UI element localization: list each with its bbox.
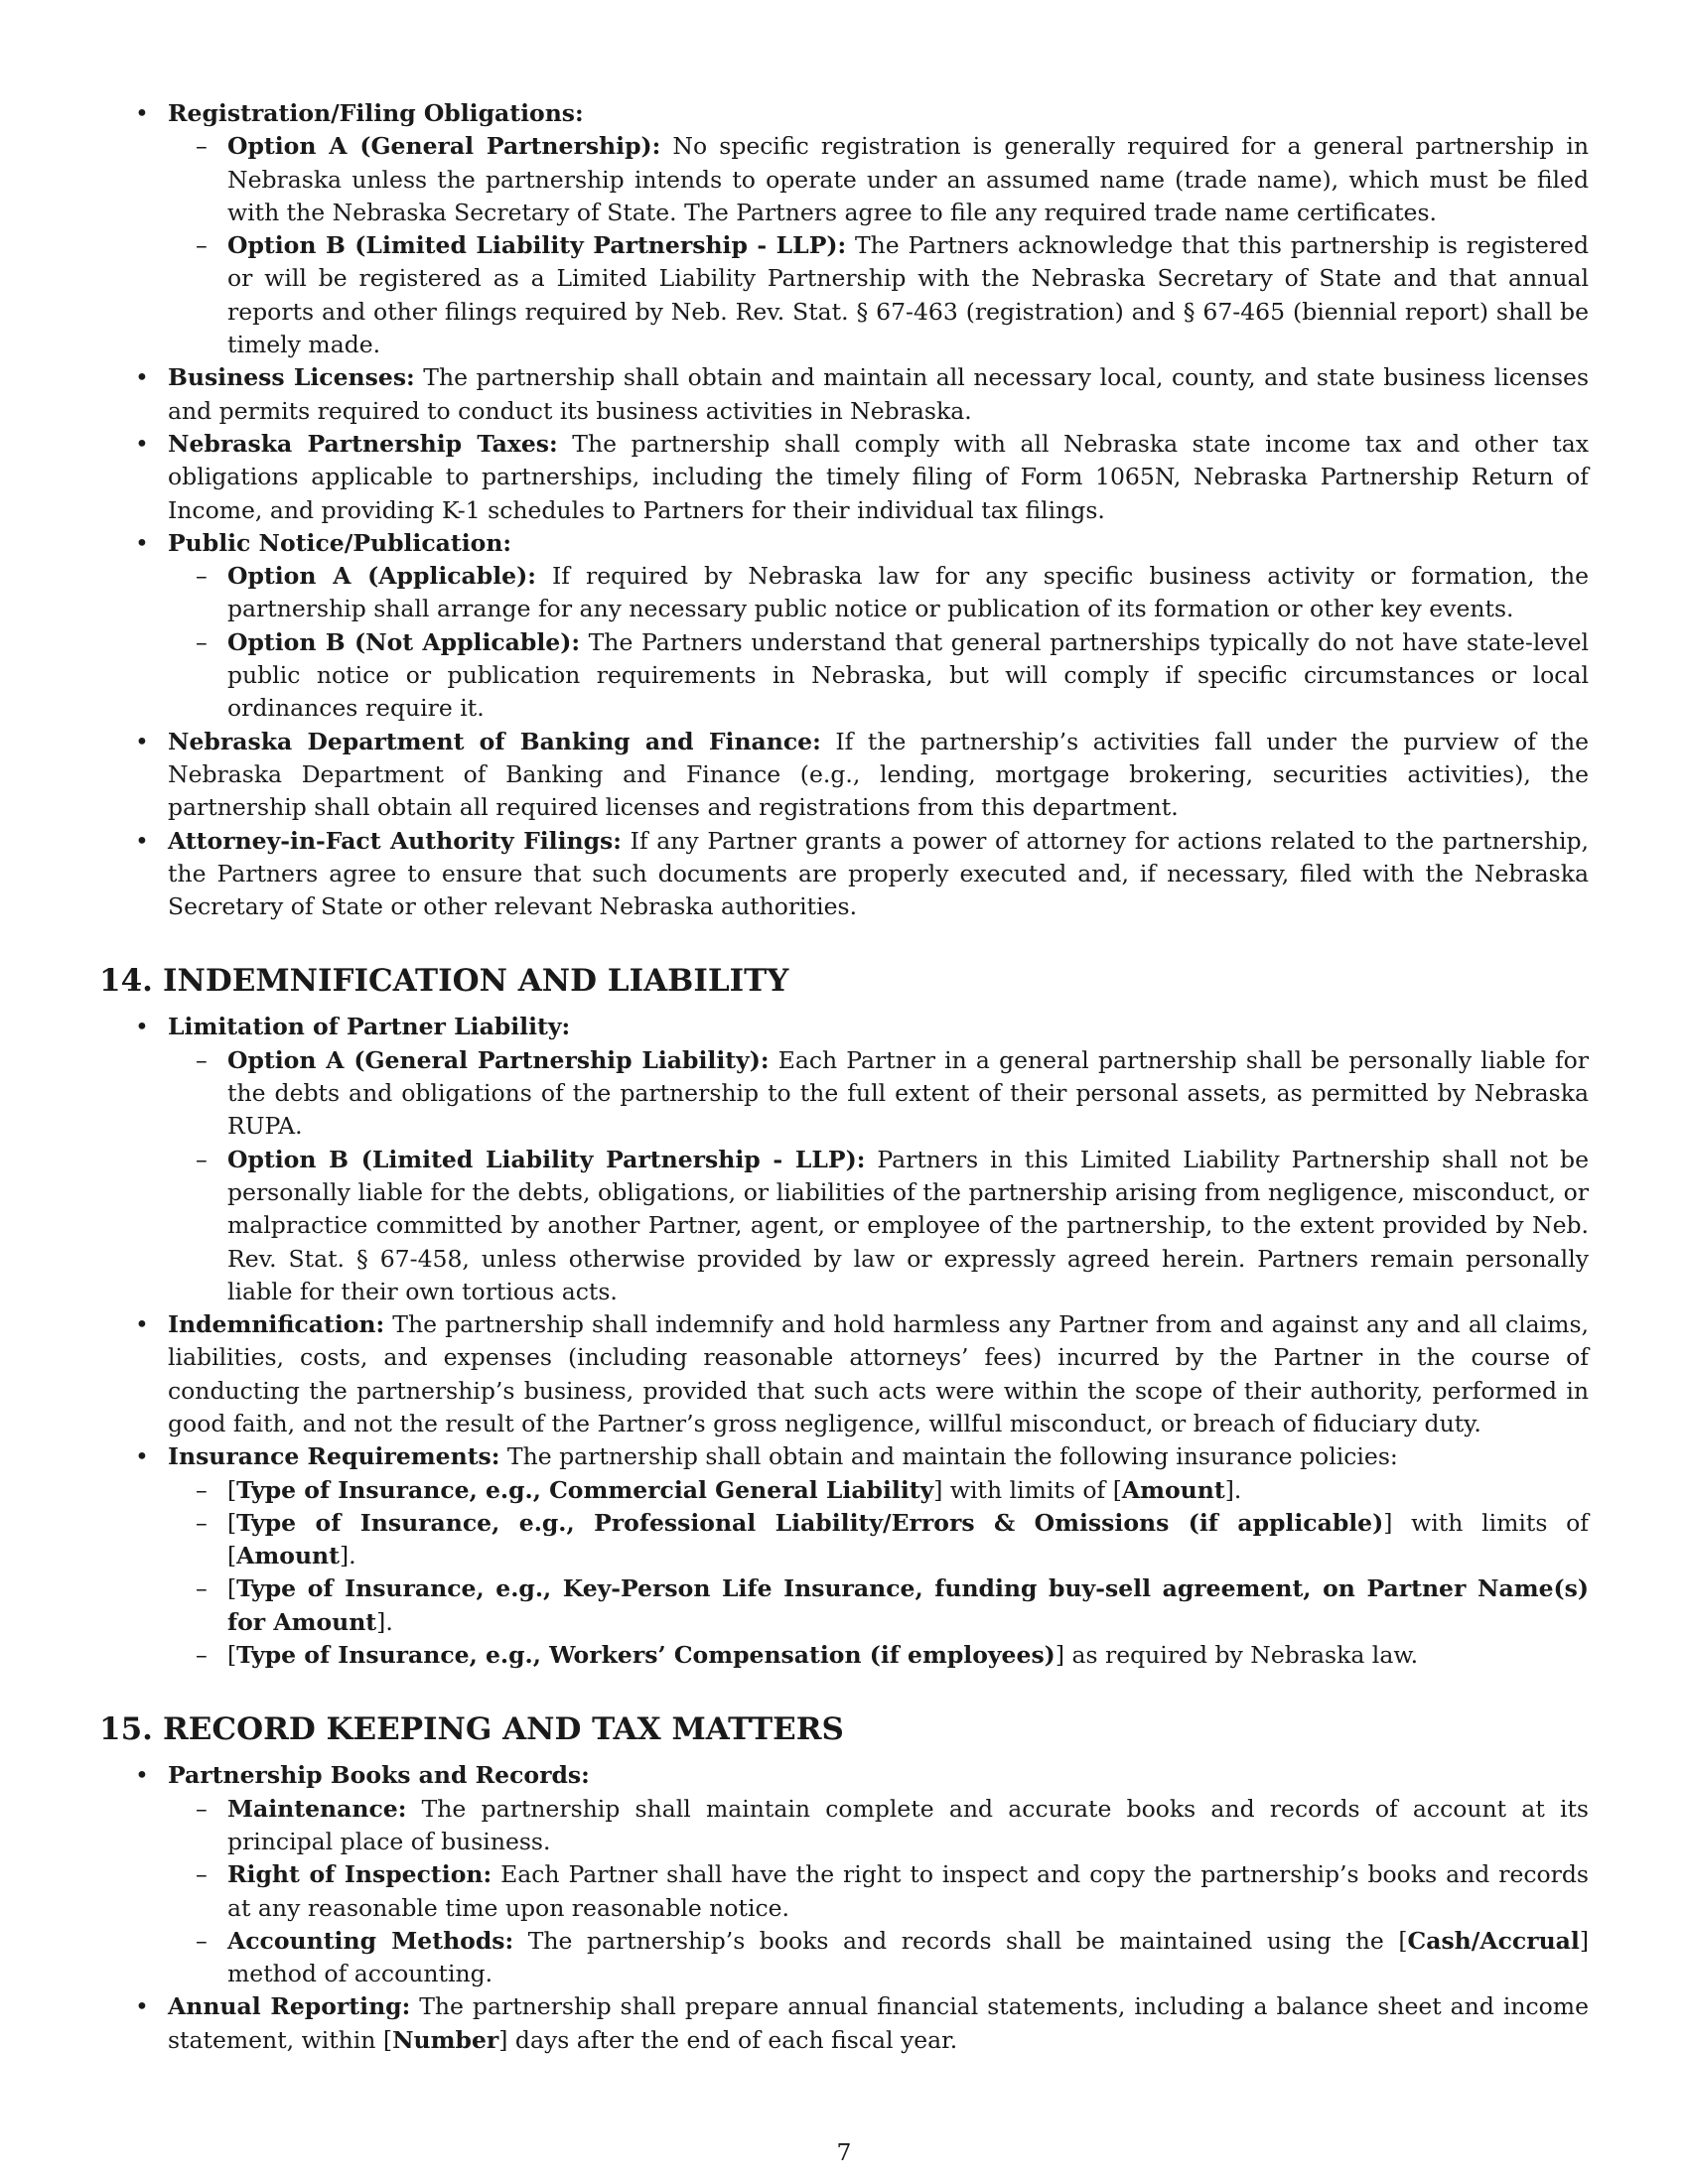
item-text: If the partnership’s activities fall under the purview of the Nebraska Department of Banking and Finance (e.g., lending, mortgage brokering, securities activities), the partnership shall obtain all required licenses and registrations from this department.: [168, 727, 1590, 822]
option-text: Each Partner in a general partnership shall be personally liable for the debts and obligations of the partnership to the full extent of their personal assets, as permitted by Nebraska RUPA.: [227, 1045, 1589, 1141]
sublist-item: – [Type of Insurance, e.g., Professional Liability/Errors & Omissions (if applicable)] with limits of [Amount].: [168, 1507, 1589, 1573]
section-title: RECORD KEEPING AND TAX MATTERS: [163, 1711, 844, 1748]
option-text: The partnership’s books and records shall be maintained using the [: [513, 1926, 1408, 1955]
item-label: Nebraska Partnership Taxes:: [168, 429, 558, 458]
item-label: Attorney-in-Fact Authority Filings:: [168, 826, 622, 855]
item-text: The partnership shall comply with all Nebraska state income tax and other tax obligations applicable to partnerships, including the timely filing of Form 1065N, Nebraska Partnership Return of Income, and providing K-1 schedules to Partners for their individual tax filings.: [168, 429, 1589, 524]
item-title: Public Notice/Publication:: [168, 528, 512, 557]
item-text: If any Partner grants a power of attorney for actions related to the partnership, the Partners agree to ensure that such documents are properly executed and, if necessary, filed with the Nebraska Secretary of State or other relevant Nebraska authorities.: [168, 826, 1590, 921]
placeholder-bold: Type of Insurance, e.g., Commercial General Liability: [236, 1475, 934, 1504]
sublist-item: [168, 560, 1589, 626]
item-title: Limitation of Partner Liability:: [168, 1013, 571, 1041]
option-label: Right of Inspection:: [227, 1860, 492, 1889]
placeholder-text: ].: [339, 1542, 356, 1570]
option-text: The Partners understand that general partnerships typically do not have state-level public notice or publication requirements in Nebraska, but will comply if specific circumstances or local ordinances require it.: [227, 627, 1589, 723]
item-text: ] days after the end of each fiscal year.: [498, 2025, 958, 2054]
placeholder-bold: Amount: [236, 1542, 340, 1570]
placeholder-bold: Type of Insurance, e.g., Professional Liability/Errors & Omissions (if applicable): [236, 1508, 1384, 1537]
placeholder-bold: Type of Insurance, e.g., Key-Person Life Insurance, funding buy-sell agreement, on Partner Name(s) for Amount: [227, 1574, 1589, 1636]
item-label: Nebraska Department of Banking and Finance:: [168, 727, 821, 755]
section-13-continued-list: [99, 97, 1589, 923]
placeholder-text: ].: [1224, 1475, 1242, 1504]
list-item-limitation-liability: [99, 1011, 1589, 1308]
placeholder-text: ] with limits of [: [227, 1508, 1590, 1570]
placeholder-bold: Type of Insurance, e.g., Workers’ Compensation (if employees): [236, 1641, 1055, 1670]
placeholder-text: ].: [376, 1607, 393, 1636]
page-number: 7: [836, 2138, 852, 2166]
option-text: Partners in this Limited Liability Partnership shall not be personally liable for the debts, obligations, or liabilities of the partnership arising from negligence, misconduct, or malpractice committed by another Partner, agent, or employee of the partnership, to the extent provided by Neb. Rev. Stat. § 67-458, unless otherwise provided by law or expressly agreed herein. Partners remain personally liable for their own tortious acts.: [227, 1145, 1589, 1305]
placeholder-bold: Cash/Accrual: [1407, 1926, 1580, 1955]
placeholder-bold: Amount: [1121, 1475, 1225, 1504]
sublist-item: [168, 1144, 1589, 1308]
option-label: Accounting Methods:: [227, 1926, 514, 1955]
item-title: Partnership Books and Records:: [168, 1761, 590, 1790]
sublist: [168, 1793, 1589, 1991]
sublist-item: [168, 229, 1589, 361]
option-text: The partnership shall maintain complete and accurate books and records of account at its principal place of business.: [227, 1794, 1589, 1855]
list-item-public-notice: [99, 527, 1589, 726]
list-item-partnership-taxes: [99, 428, 1589, 527]
sublist-item: [168, 626, 1589, 726]
option-text: ] method of accounting.: [227, 1926, 1589, 1988]
sublist-item: [168, 1858, 1589, 1925]
placeholder-text: ] as required by Nebraska law.: [1055, 1641, 1419, 1670]
sublist: [168, 1044, 1589, 1308]
option-label: Option B (Limited Liability Partnership - LLP):: [227, 231, 847, 260]
page-content: [99, 97, 1589, 2057]
option-text: Each Partner shall have the right to inspect and copy the partnership’s books and records at any reasonable time upon reasonable notice.: [227, 1860, 1589, 1922]
section-15-list: [99, 1759, 1589, 2057]
item-text: The partnership shall obtain and maintain all necessary local, county, and state business licenses and permits required to conduct its business activities in Nebraska.: [168, 363, 1590, 425]
item-text: The partnership shall obtain and maintain the following insurance policies:: [499, 1442, 1398, 1471]
option-text: The Partners acknowledge that this partnership is registered or will be registered as a Limited Liability Partnership with the Nebraska Secretary of State and that annual reports and other filings required by Neb. Rev. Stat. § 67-463 (registration) and § 67-465 (biennial report) shall be timely made.: [227, 231, 1589, 359]
sublist-item: – [Type of Insurance, e.g., Commercial General Liability] with limits of [Amount].: [168, 1474, 1589, 1507]
sublist-item: [168, 1793, 1589, 1859]
section-heading-15: [99, 1709, 1589, 1749]
item-label: Annual Reporting:: [168, 1992, 411, 2021]
list-item-annual-reporting: [99, 1990, 1589, 2057]
list-item-registration: [99, 97, 1589, 361]
option-label: Option A (General Partnership):: [227, 132, 661, 161]
list-item-indemnification: [99, 1308, 1589, 1440]
sublist-item: – [Type of Insurance, e.g., Workers’ Compensation (if employees)] as required by Nebraska law.: [168, 1639, 1589, 1672]
section-title: INDEMNIFICATION AND LIABILITY: [163, 963, 789, 1000]
placeholder-bold: Number: [392, 2025, 499, 2054]
list-item-attorney-in-fact: [99, 825, 1589, 924]
option-label: Maintenance:: [227, 1794, 407, 1823]
option-label: Option B (Not Applicable):: [227, 627, 581, 656]
list-item-business-licenses: [99, 361, 1589, 428]
item-label: Indemnification:: [168, 1310, 385, 1339]
section-number: 15.: [99, 1711, 153, 1748]
section-14-list: [99, 1011, 1589, 1672]
option-text: No specific registration is generally required for a general partnership in Nebraska unless the partnership intends to operate under an assumed name (trade name), which must be filed with the Nebraska Secretary of State. The Partners agree to file any required trade name certificates.: [227, 132, 1589, 226]
list-item-books-records: [99, 1759, 1589, 1990]
option-text: If required by Nebraska law for any specific business activity or formation, the partnership shall arrange for any necessary public notice or publication of its formation or other key events.: [227, 562, 1590, 623]
sublist: [168, 130, 1589, 361]
item-title: Registration/Filing Obligations:: [168, 99, 584, 127]
item-text: The partnership shall prepare annual financial statements, including a balance sheet and income statement, within [: [168, 1992, 1589, 2054]
section-number: 14.: [99, 963, 153, 1000]
sublist-item: – [Type of Insurance, e.g., Key-Person Life Insurance, funding buy-sell agreement, on Partner Name(s) for Amount].: [168, 1572, 1589, 1639]
sublist: [168, 1474, 1589, 1673]
option-label: Option A (Applicable):: [227, 562, 536, 591]
list-item-banking-finance: [99, 726, 1589, 825]
item-label: Business Licenses:: [168, 363, 415, 392]
option-label: Option A (General Partnership Liability):: [227, 1045, 770, 1074]
sublist-item: [168, 1044, 1589, 1144]
sublist-item: [168, 1925, 1589, 1991]
list-item-insurance: [99, 1440, 1589, 1672]
sublist-item: [168, 130, 1589, 229]
sublist: [168, 560, 1589, 725]
option-label: Option B (Limited Liability Partnership - LLP):: [227, 1145, 866, 1173]
item-text: The partnership shall indemnify and hold harmless any Partner from and against any and all claims, liabilities, costs, and expenses (including reasonable attorneys’ fees) incurred by the Partner in the course of conducting the partnership’s business, provided that such acts were within the scope of their authority, performed in good faith, and not the result of the Partner’s gross negligence, willful misconduct, or breach of fiduciary duty.: [168, 1310, 1589, 1437]
section-heading-14: [99, 961, 1589, 1001]
placeholder-text: ] with limits of [: [933, 1475, 1122, 1504]
item-label: Insurance Requirements:: [168, 1442, 500, 1471]
